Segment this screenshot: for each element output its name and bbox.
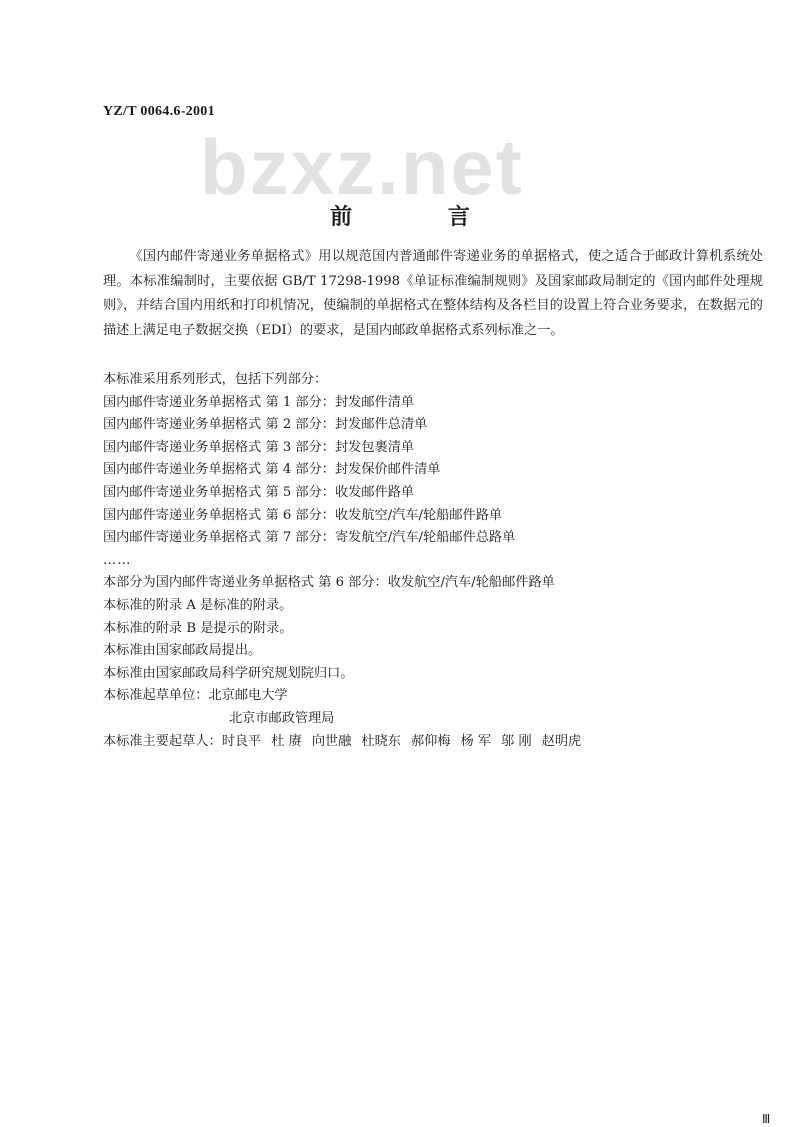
drafting-units-row bbox=[103, 685, 763, 708]
drafters-label: 本标准主要起草人： bbox=[103, 733, 222, 749]
page-title: 前 言 bbox=[330, 204, 514, 230]
drafter-name: 杨 军 bbox=[460, 733, 492, 749]
drafting-unit: 北京邮电大学 bbox=[208, 688, 288, 704]
drafting-unit: 北京市邮政管理局 bbox=[229, 710, 335, 726]
statement: 本标准由国家邮政局提出。 bbox=[103, 643, 262, 659]
statement: 本标准的附录 B 是提示的附录。 bbox=[103, 620, 293, 636]
body-lines bbox=[103, 369, 763, 753]
list-item: 国内邮件寄递业务单据格式 第 3 部分：封发包裹清单 bbox=[103, 439, 415, 455]
drafters-row bbox=[103, 731, 763, 754]
statement: 本部分为国内邮件寄递业务单据格式 第 6 部分：收发航空/汽车/轮船邮件路单 bbox=[103, 575, 555, 591]
drafting-units-label: 本标准起草单位： bbox=[103, 688, 209, 704]
drafter-name: 杜晓东 bbox=[361, 733, 401, 749]
list-item: 国内邮件寄递业务单据格式 第 2 部分：封发邮件总清单 bbox=[103, 417, 428, 433]
statement: 本标准由国家邮政局科学研究规划院归口。 bbox=[103, 665, 354, 681]
ellipsis: …… bbox=[103, 552, 132, 568]
drafter-name: 向世融 bbox=[311, 733, 352, 749]
list-item: 国内邮件寄递业务单据格式 第 5 部分：收发邮件路单 bbox=[103, 484, 415, 500]
list-item: 国内邮件寄递业务单据格式 第 7 部分：寄发航空/汽车/轮船邮件总路单 bbox=[103, 530, 516, 546]
drafter-name: 郝仰梅 bbox=[410, 733, 451, 749]
page-number: Ⅲ bbox=[762, 1112, 771, 1126]
list-item: 国内邮件寄递业务单据格式 第 6 部分：收发航空/汽车/轮船邮件路单 bbox=[103, 507, 503, 523]
intro-paragraph: 《国内邮件寄递业务单据格式》用以规范国内普通邮件寄递业务的单据格式，使之适合于邮政计算机系统处理。本标准编制时，主要依据 GB/T 17298-1998《单证标准编制规则》及国家邮政局制定的《国内邮件处理规则》，并结合国内用纸和打印机情况，使编制的单据格式在整体结构及各栏目的设置上符合业务要求，在数据元的描述上满足电子数据交换（EDI）的要求，是国内邮政单据格式系列标准之一。 bbox=[103, 249, 763, 338]
series-intro: 本标准采用系列形式，包括下列部分： bbox=[103, 372, 328, 387]
watermark-text: bzxz.net bbox=[200, 123, 524, 211]
standard-code: YZ/T 0064.6-2001 bbox=[103, 104, 215, 119]
drafter-name: 邬 刚 bbox=[501, 733, 532, 749]
statement: 本标准的附录 A 是标准的附录。 bbox=[103, 597, 293, 613]
drafter-name: 杜 赓 bbox=[271, 733, 302, 749]
list-item: 国内邮件寄递业务单据格式 第 4 部分：封发保价邮件清单 bbox=[103, 462, 441, 478]
drafter-name: 赵明虎 bbox=[541, 733, 582, 749]
drafter-name: 时良平 bbox=[221, 733, 262, 749]
list-item: 国内邮件寄递业务单据格式 第 1 部分：封发邮件清单 bbox=[103, 394, 415, 410]
